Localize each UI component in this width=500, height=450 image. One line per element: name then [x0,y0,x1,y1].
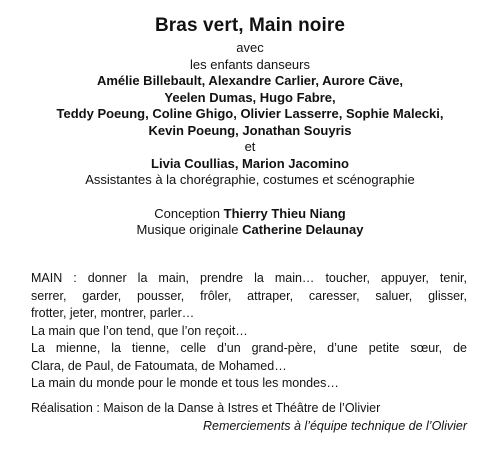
poem-text [31,270,467,393]
credits-block [0,14,500,239]
dancers-intro: les enfants danseurs [190,56,310,72]
remerciements-line: Remerciements à l’équipe technique de l’Olivier [202,418,467,433]
text-line-5: La mienne, la tienne, celle d’un grand-père, d’une petite sœur, de [31,341,467,355]
dancers-line-4: Kevin Poeung, Jonathan Souyris [148,122,352,138]
music-line [0,222,500,239]
realisation-line: Réalisation : Maison de la Danse à Istres et Théâtre de l’Olivier [31,401,381,415]
footer [31,400,467,435]
assistants-names: Livia Coullias, Marion Jacomino [151,155,349,171]
conception-line [0,206,500,223]
dancers-line-2: Yeelen Dumas, Hugo Fabre, [164,89,336,105]
dancers-line-1: Amélie Billebault, Alexandre Carlier, Aurore Cäve, [96,73,404,88]
text-line-7: La main du monde pour le monde et tous les mondes… [31,376,339,390]
text-line-1: MAIN : donner la main, prendre la main… toucher, appuyer, tenir, [31,271,467,285]
show-title: Bras vert, Main noire [154,15,346,36]
text-line-4: La main que l’on tend, que l’on reçoit… [31,323,248,338]
conception-label: Conception [154,205,221,221]
conception-name: Thierry Thieu Niang [223,205,346,221]
music-name: Catherine Delaunay [242,222,364,237]
et-line: et [244,139,256,154]
dancers-line-3: Teddy Poeung, Coline Ghigo, Olivier Lasserre, Sophie Malecki, [56,106,444,121]
text-line-6: Clara, de Paul, de Fatoumata, de Mohamed… [31,358,287,373]
avec-line: avec [236,40,264,55]
text-line-2: serrer, garder, pousser, frôler, attraper, caresser, saluer, glisser, [31,288,467,303]
spacer [0,189,500,206]
music-label: Musique originale [136,222,239,237]
text-line-3: frotter, jeter, montrer, parler… [31,306,195,320]
assistants-role: Assistantes à la chorégraphie, costumes et scénographie [85,172,415,187]
